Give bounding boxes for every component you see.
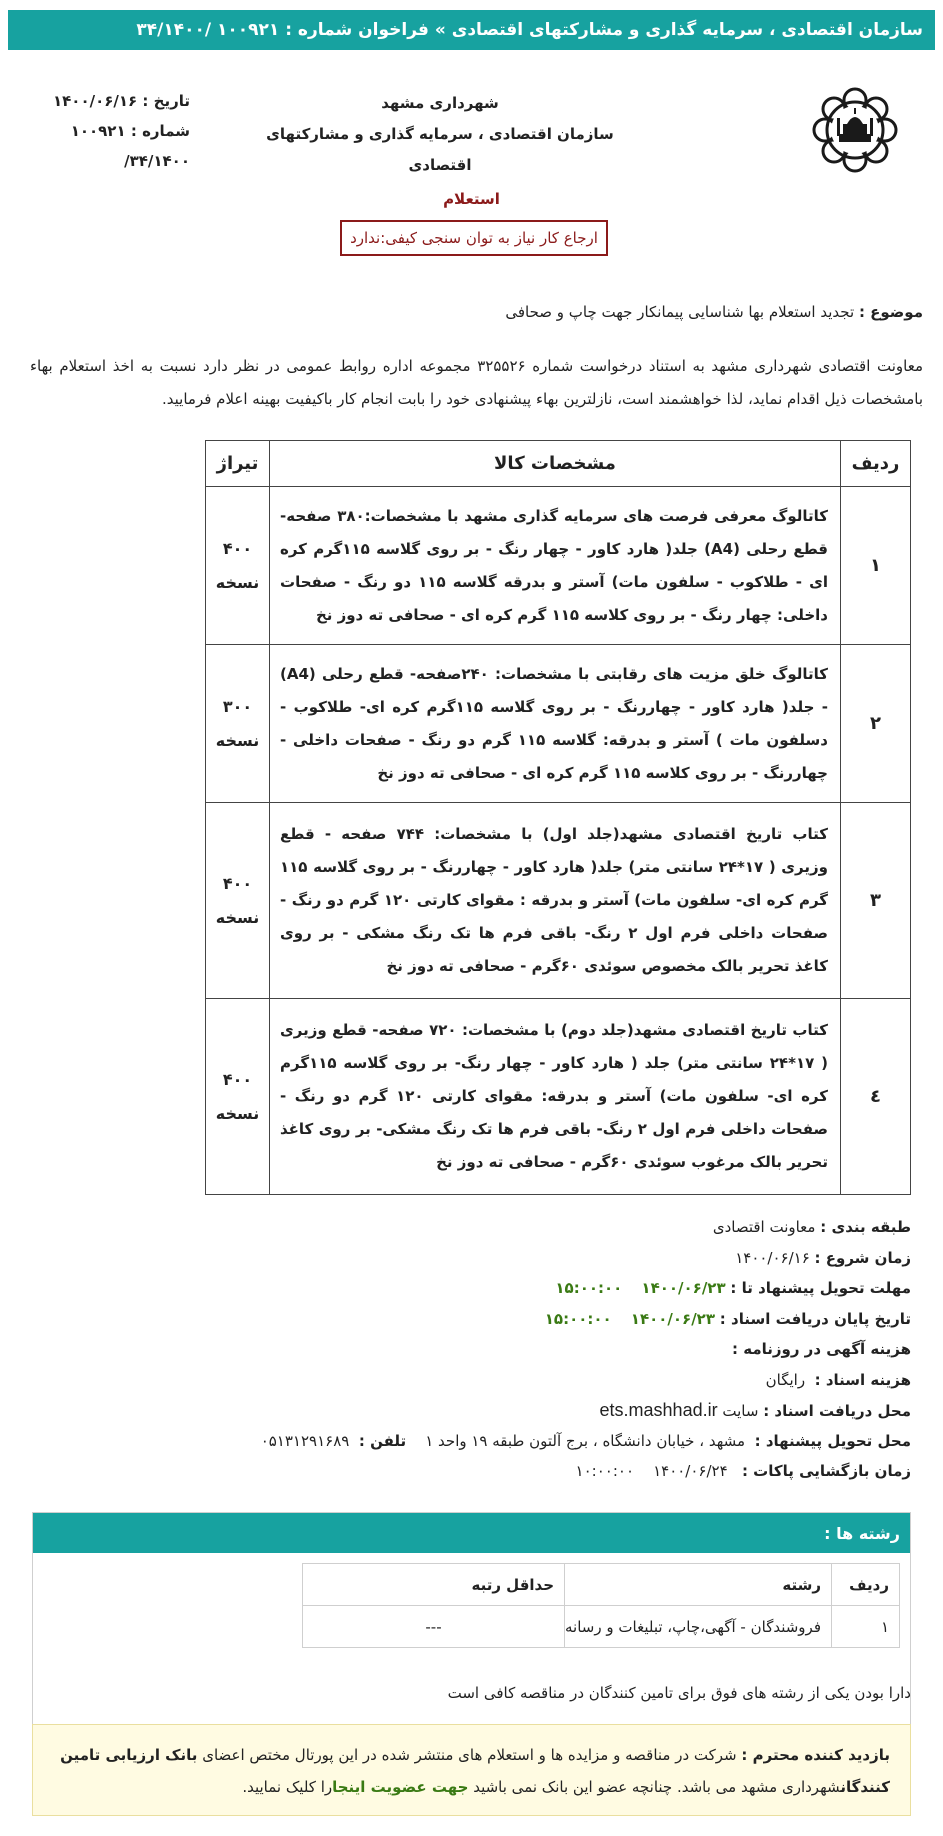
doc-cost-row: [32, 1365, 911, 1396]
item-spec: کاتالوگ معرفی فرصت های سرمایه گذاری مشهد با مشخصات:۳۸۰ صفحه- قطع رحلی (A4) جلد( هارد کاور - چهار رنگ - بر روی گلاسه ۱۱۵گرم کره ای - طلاکوب - سلفون مات) آستر و بدرقه گلاسه ۱۱۵ دو رنگ - صفحات داخلی: چهار رنگ - بر روی کلاسه ۱۱۵ گرم کره ای - صحافی ته دوز نخ: [270, 487, 841, 645]
qty-unit: نسخه: [215, 730, 260, 750]
notice-text-1: شرکت در مناقصه و مزایده ها و استعلام های منتشر شده در این پورتال مختص اعضای: [197, 1746, 742, 1764]
organization-header: [250, 88, 630, 181]
items-table: [205, 440, 911, 1195]
fields-header-row-number: ردیف: [832, 1564, 900, 1606]
proposal-deadline-time: ۱۵:۰۰:۰۰: [555, 1279, 623, 1297]
notice-text-2: شهرداری مشهد می باشد. چنانچه عضو این بانک نمی باشید: [468, 1778, 841, 1796]
receive-docs-label: محل دریافت اسناد :: [763, 1402, 911, 1420]
docs-end-time: ۱۵:۰۰:۰۰: [544, 1309, 612, 1328]
proposal-deadline-date: ۱۴۰۰/۰۶/۲۳: [641, 1279, 726, 1297]
delivery-row: [32, 1426, 911, 1457]
letter-date: تاریخ : ۱۴۰۰/۰۶/۱۶: [53, 92, 190, 110]
sufficient-note: دارا بودن یکی از رشته های فوق برای تامین کنندگان در مناقصه کافی است: [447, 1684, 911, 1702]
item-spec: کتاب تاریخ اقتصادی مشهد(جلد اول) با مشخصات: ۷۴۴ صفحه - قطع وزیری ( ۱۷*۲۴ سانتی متر) جلد( هارد کاور - چهاررنگ - بر روی گلاسه ۱۱۵ گرم کره ای- سلفون مات) آستر و بدرقه : مقوای کارتی ۱۲۰ گرم دو رنگ - صفحات داخلی فرم اول ۲ رنگ- باقی فرم ها تک رنگ مشکی - بر روی کاغذ تحریر بالک مخصوص سوئدی ۶۰گرم - صحافی ته دوز نخ: [270, 803, 841, 999]
field-row-number: ۱: [832, 1606, 900, 1648]
phone-label: تلفن :: [358, 1431, 407, 1450]
item-qty: [206, 999, 270, 1195]
qty-number: ۴۰۰: [222, 538, 253, 558]
opening-date: ۱۴۰۰/۰۶/۲۴: [653, 1462, 728, 1480]
docs-end-date: ۱۴۰۰/۰۶/۲۳: [630, 1309, 715, 1328]
notice-lead: بازدید کننده محترم :: [741, 1746, 890, 1764]
table-row: [206, 487, 911, 645]
delivery-label: محل تحویل پیشنهاد :: [754, 1431, 911, 1450]
doc-cost-value: رایگان: [765, 1370, 806, 1389]
fields-heading: رشته ها :: [33, 1513, 910, 1553]
phone-value: ۰۵۱۳۱۲۹۱۶۸۹: [260, 1431, 350, 1450]
qty-unit: نسخه: [215, 907, 260, 927]
opening-time: ۱۰:۰۰:۰۰: [575, 1462, 634, 1480]
field-min-rank: ---: [303, 1606, 565, 1648]
header-row-number: ردیف: [841, 441, 911, 487]
opening-row: [32, 1456, 911, 1487]
proposal-deadline-row: [32, 1273, 911, 1304]
item-spec: کاتالوگ خلق مزیت های رقابتی با مشخصات: ۲۴۰صفحه- قطع رحلی (A4) - جلد( هارد کاور - چهاررنگ - بر روی گلاسه ۱۱۵گرم کره ای- طلاکوب - دسلفون مات ) آستر و بدرقه: گلاسه ۱۱۵ گرم دو رنگ - صفحات داخلی - چهاررنگ - بر روی کلاسه ۱۱۵ گرم کره ای - صحافی ته دوز نخ: [270, 645, 841, 803]
field-name: فروشندگان - آگهی،چاپ، تبلیغات و رسانه: [565, 1606, 832, 1648]
docs-end-row: [32, 1304, 911, 1335]
proposal-deadline-label: مهلت تحویل پیشنهاد تا :: [730, 1279, 911, 1297]
row-number: ۳: [841, 803, 911, 999]
letter-number: شماره : ۱۰۰۹۲۱: [70, 122, 190, 140]
intro-paragraph: معاونت اقتصادی شهرداری مشهد به استناد درخواست شماره ۳۲۵۵۲۶ مجموعه اداره روابط عمومی در نظر دارد نسبت به اخذ استعلام بهاء بامشخصات ذیل اقدام نماید، لذا خواهشمند است، نازلترین بهاء پیشنهادی خود را بابت انجام کار باکیفیت بهینه اعلام فرمایید.: [30, 357, 923, 408]
notice-bank-name: بانک ارزیابی تامین کنندگان: [60, 1746, 890, 1796]
inquiry-title: استعلام: [443, 190, 500, 208]
start-row: [32, 1243, 911, 1274]
fields-table: [302, 1563, 900, 1648]
doc-cost-label: هزینه اسناد :: [814, 1370, 911, 1389]
item-qty: [206, 645, 270, 803]
category-label: طبقه بندی :: [820, 1218, 911, 1236]
category-value: معاونت اقتصادی: [712, 1218, 816, 1236]
start-label: زمان شروع :: [814, 1248, 911, 1267]
qty-number: ۴۰۰: [222, 1069, 253, 1089]
header-qty: تیراژ: [206, 441, 270, 487]
receive-docs-prefix: سایت: [722, 1402, 759, 1420]
fields-header-min-rank: حداقل رتبه: [303, 1564, 565, 1606]
notice-text-3: را کلیک نمایید.: [242, 1778, 333, 1796]
row-number: ٤: [841, 999, 911, 1195]
header-spec: مشخصات کالا: [270, 441, 841, 487]
delivery-address: مشهد ، خیابان دانشگاه ، برج آلتون طبقه ۱۹ واحد ۱: [425, 1431, 746, 1450]
category-row: [32, 1212, 911, 1243]
ad-cost-label: هزینه آگهی در روزنامه :: [732, 1340, 911, 1358]
items-table-header: [206, 441, 911, 487]
subject-line: [505, 303, 923, 321]
row-number: ۲: [841, 645, 911, 803]
docs-end-label: تاریخ پایان دریافت اسناد :: [719, 1309, 911, 1328]
org-line-1: شهرداری مشهد: [381, 94, 499, 112]
membership-link[interactable]: جهت عضویت اینجا: [332, 1778, 469, 1796]
quality-assessment-note: ارجاع کار نیاز به توان سنجی کیفی:ندارد: [340, 220, 608, 256]
item-qty: [206, 487, 270, 645]
ad-cost-row: [32, 1334, 911, 1365]
fields-header-field: رشته: [565, 1564, 832, 1606]
qty-unit: نسخه: [215, 572, 260, 592]
qty-number: ۳۰۰: [222, 696, 253, 716]
visitor-notice: [32, 1724, 911, 1816]
qty-number: ۴۰۰: [222, 873, 253, 893]
item-qty: [206, 803, 270, 999]
receive-docs-row: [32, 1395, 911, 1426]
letter-meta: [40, 86, 190, 176]
opening-label: زمان بازگشایی پاکات :: [741, 1462, 911, 1480]
table-row: [303, 1606, 900, 1648]
row-number: ۱: [841, 487, 911, 645]
subject-text: تجدید استعلام بها شناسایی پیمانکار جهت چاپ و صحافی: [505, 303, 855, 321]
receive-docs-site-link[interactable]: ets.mashhad.ir: [599, 1400, 718, 1420]
announcement-title-bar: [8, 10, 935, 50]
tender-details: [32, 1212, 911, 1487]
table-row: [206, 645, 911, 803]
org-line-2: سازمان اقتصادی ، سرمایه گذاری و مشارکتهای اقتصادی: [266, 125, 614, 174]
item-spec: کتاب تاریخ اقتصادی مشهد(جلد دوم) با مشخصات: ۷۲۰ صفحه- قطع وزیری ( ۱۷*۲۴ سانتی متر) جلد ( هارد کاور - چهار رنگ- بر روی گلاسه ۱۱۵گرم کره ای- سلفون مات) آستر و بدرقه: مقوای کارتی ۱۲۰ گرم دو رنگ - صفحات داخلی فرم اول ۲ رنگ- باقی فرم ها تک رنگ مشکی- بر روی کاغذ تحریر بالک مرغوب سوئدی ۶۰گرم - صحافی ته دوز نخ: [270, 999, 841, 1195]
subject-label: موضوع :: [858, 303, 923, 321]
fields-table-header: [303, 1564, 900, 1606]
announcement-title: سازمان اقتصادی ، سرمایه گذاری و مشارکتهای اقتصادی » فراخوان شماره : ۱۰۰۹۲۱ /۳۴/۱۴۰۰: [136, 20, 923, 40]
start-value: ۱۴۰۰/۰۶/۱۶: [735, 1248, 810, 1267]
letter-number-continued: ۳۴/۱۴۰۰/: [124, 152, 190, 170]
mashhad-municipality-logo: [807, 82, 903, 178]
qty-unit: نسخه: [215, 1103, 260, 1123]
table-row: [206, 803, 911, 999]
table-row: [206, 999, 911, 1195]
